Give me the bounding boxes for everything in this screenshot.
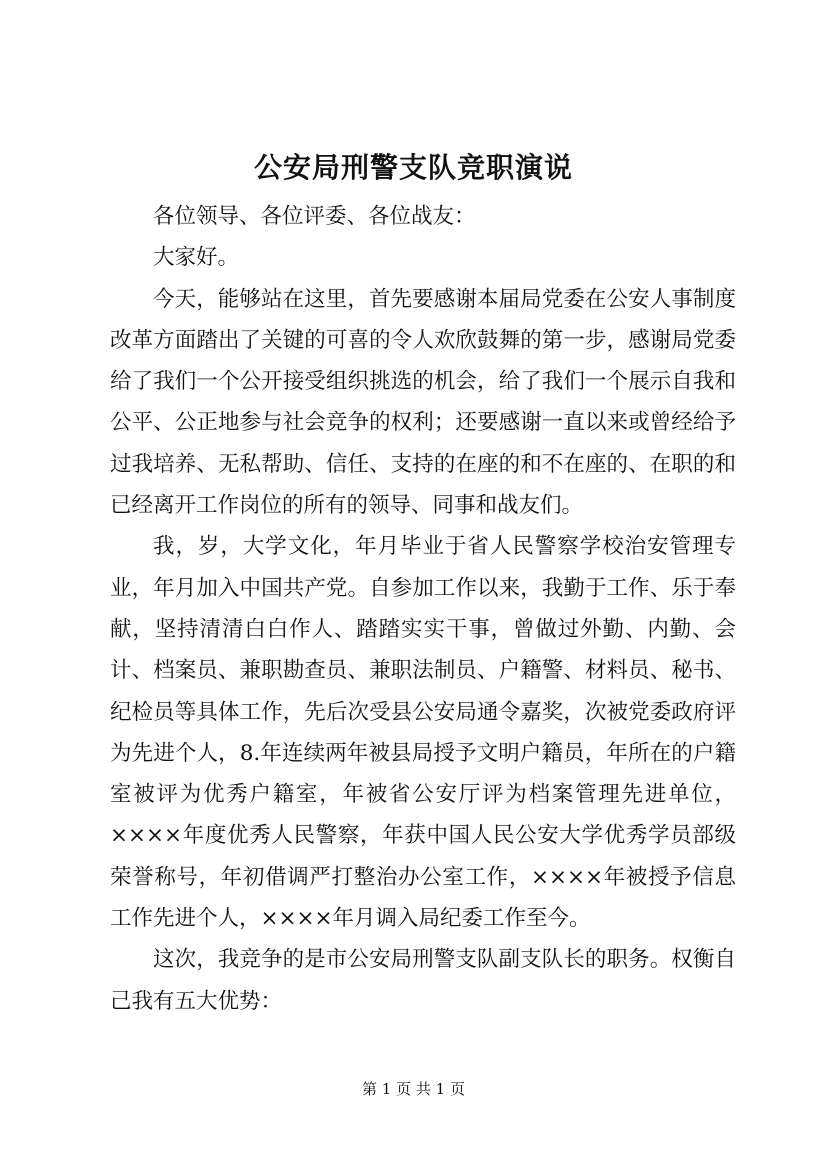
- thanks-paragraph: 今天，能够站在这里，首先要感谢本届局党委在公安人事制度改革方面踏出了关键的可喜的令人欢欣鼓舞的第一步，感谢局党委给了我们一个公开接受组织挑选的机会，给了我们一个展示自我和公平、公正地参与社会竞争的权利；还要感谢一直以来或曾经给予过我培养、无私帮助、信任、支持的在座的和不在座的、在职的和已经离开工作岗位的所有的领导、同事和战友们。: [110, 286, 736, 519]
- document-body: [110, 196, 736, 1022]
- self-introduction-paragraph: 我，岁，大学文化，年月毕业于省人民警察学校治安管理专业，年月加入中国共产党。自参加工作以来，我勤于工作、乐于奉献，坚持清清白白作人、踏踏实实干事，曾做过外勤、内勤、会计、档案员、兼职勘查员、兼职法制员、户籍警、材料员、秘书、纪检员等具体工作，先后次受县公安局通令嘉奖，次被党委政府评为先进个人，8.年连续两年被县局授予文明户籍员，年所在的户籍室被评为优秀户籍室，年被省公安厅评为档案管理先进单位，××××年度优秀人民警察，年获中国人民公安大学优秀学员部级荣誉称号，年初借调严打整治办公室工作，××××年被授予信息工作先进个人，××××年月调入局纪委工作至今。: [110, 534, 736, 932]
- document-title: 公安局刑警支队竞职演说: [253, 151, 573, 184]
- salutation-paragraph: 各位领导、各位评委、各位战友：: [153, 204, 476, 229]
- greeting-paragraph: 大家好。: [153, 245, 240, 271]
- page-number-footer: 第 1 页 共 1 页: [362, 1080, 465, 1098]
- position-paragraph: 这次，我竞争的是市公安局刑警支队副支队长的职务。权衡自己我有五大优势：: [110, 947, 736, 1014]
